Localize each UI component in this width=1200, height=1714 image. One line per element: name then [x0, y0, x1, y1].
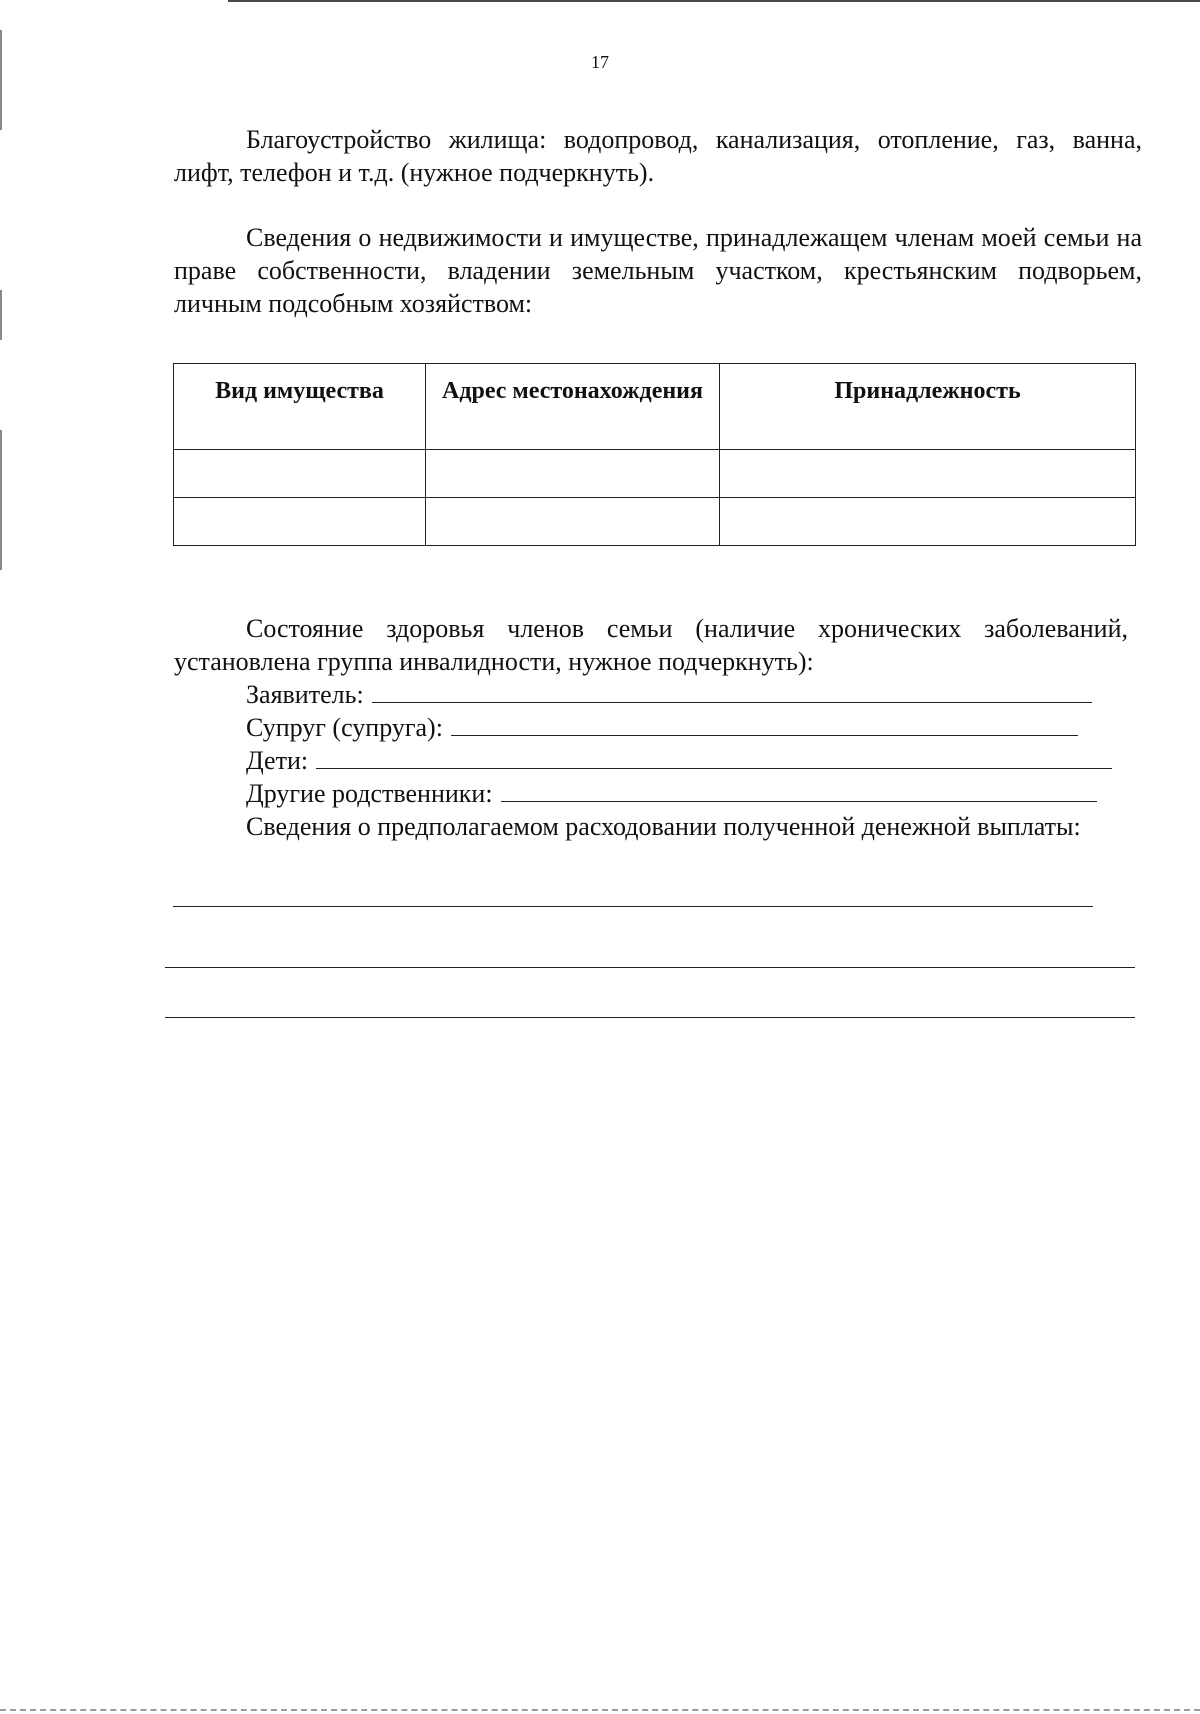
applicant-label: Заявитель:	[246, 680, 364, 709]
scan-left-edge-mark	[0, 290, 2, 340]
table-header-row	[174, 364, 1136, 450]
table-row	[174, 498, 1136, 546]
health-status-paragraph: Состояние здоровья членов семьи (наличие хронических заболеваний, установлена группа инвалидности, нужное подчеркнуть):	[174, 614, 1128, 676]
table-row	[174, 450, 1136, 498]
other-relatives-field	[246, 777, 1097, 810]
scan-bottom-border	[0, 1709, 1200, 1711]
scan-top-border	[228, 0, 1200, 2]
scan-left-edge-mark	[0, 430, 2, 570]
children-label: Дети:	[246, 746, 309, 775]
children-blank-line[interactable]	[316, 746, 1112, 769]
table-cell-property-type[interactable]	[174, 498, 426, 546]
expenditure-info-paragraph: Сведения о предполагаемом расходовании полученной денежной выплаты:	[246, 812, 1081, 841]
column-header-ownership: Принадлежность	[720, 364, 1136, 450]
housing-amenities-paragraph: Благоустройство жилища: водопровод, канализация, отопление, газ, ванна, лифт, телефон и т.д. (нужное подчеркнуть).	[174, 125, 1142, 187]
column-header-property-type: Вид имущества	[174, 364, 426, 450]
spouse-field	[246, 711, 1078, 744]
applicant-blank-line[interactable]	[372, 680, 1092, 703]
page-number: 17	[591, 52, 609, 72]
property-info-paragraph: Сведения о недвижимости и имуществе, принадлежащем членам моей семьи на праве собственности, владении земельным участком, крестьянским подворьем, личным подсобным хозяйством:	[174, 223, 1142, 318]
table-cell-property-type[interactable]	[174, 450, 426, 498]
children-field	[246, 744, 1112, 777]
table-cell-ownership[interactable]	[720, 498, 1136, 546]
spouse-label: Супруг (супруга):	[246, 713, 443, 742]
other-relatives-blank-line[interactable]	[501, 779, 1097, 802]
column-header-address: Адрес местонахождения	[426, 364, 720, 450]
table-cell-address[interactable]	[426, 450, 720, 498]
expenditure-blank-line[interactable]	[165, 1017, 1135, 1018]
other-relatives-label: Другие родственники:	[246, 779, 493, 808]
table-cell-address[interactable]	[426, 498, 720, 546]
table-cell-ownership[interactable]	[720, 450, 1136, 498]
scan-left-edge-mark	[0, 30, 2, 130]
property-table	[173, 363, 1136, 546]
expenditure-blank-line[interactable]	[173, 906, 1093, 907]
applicant-field	[246, 678, 1092, 711]
spouse-blank-line[interactable]	[451, 713, 1078, 736]
expenditure-blank-line[interactable]	[165, 967, 1135, 968]
